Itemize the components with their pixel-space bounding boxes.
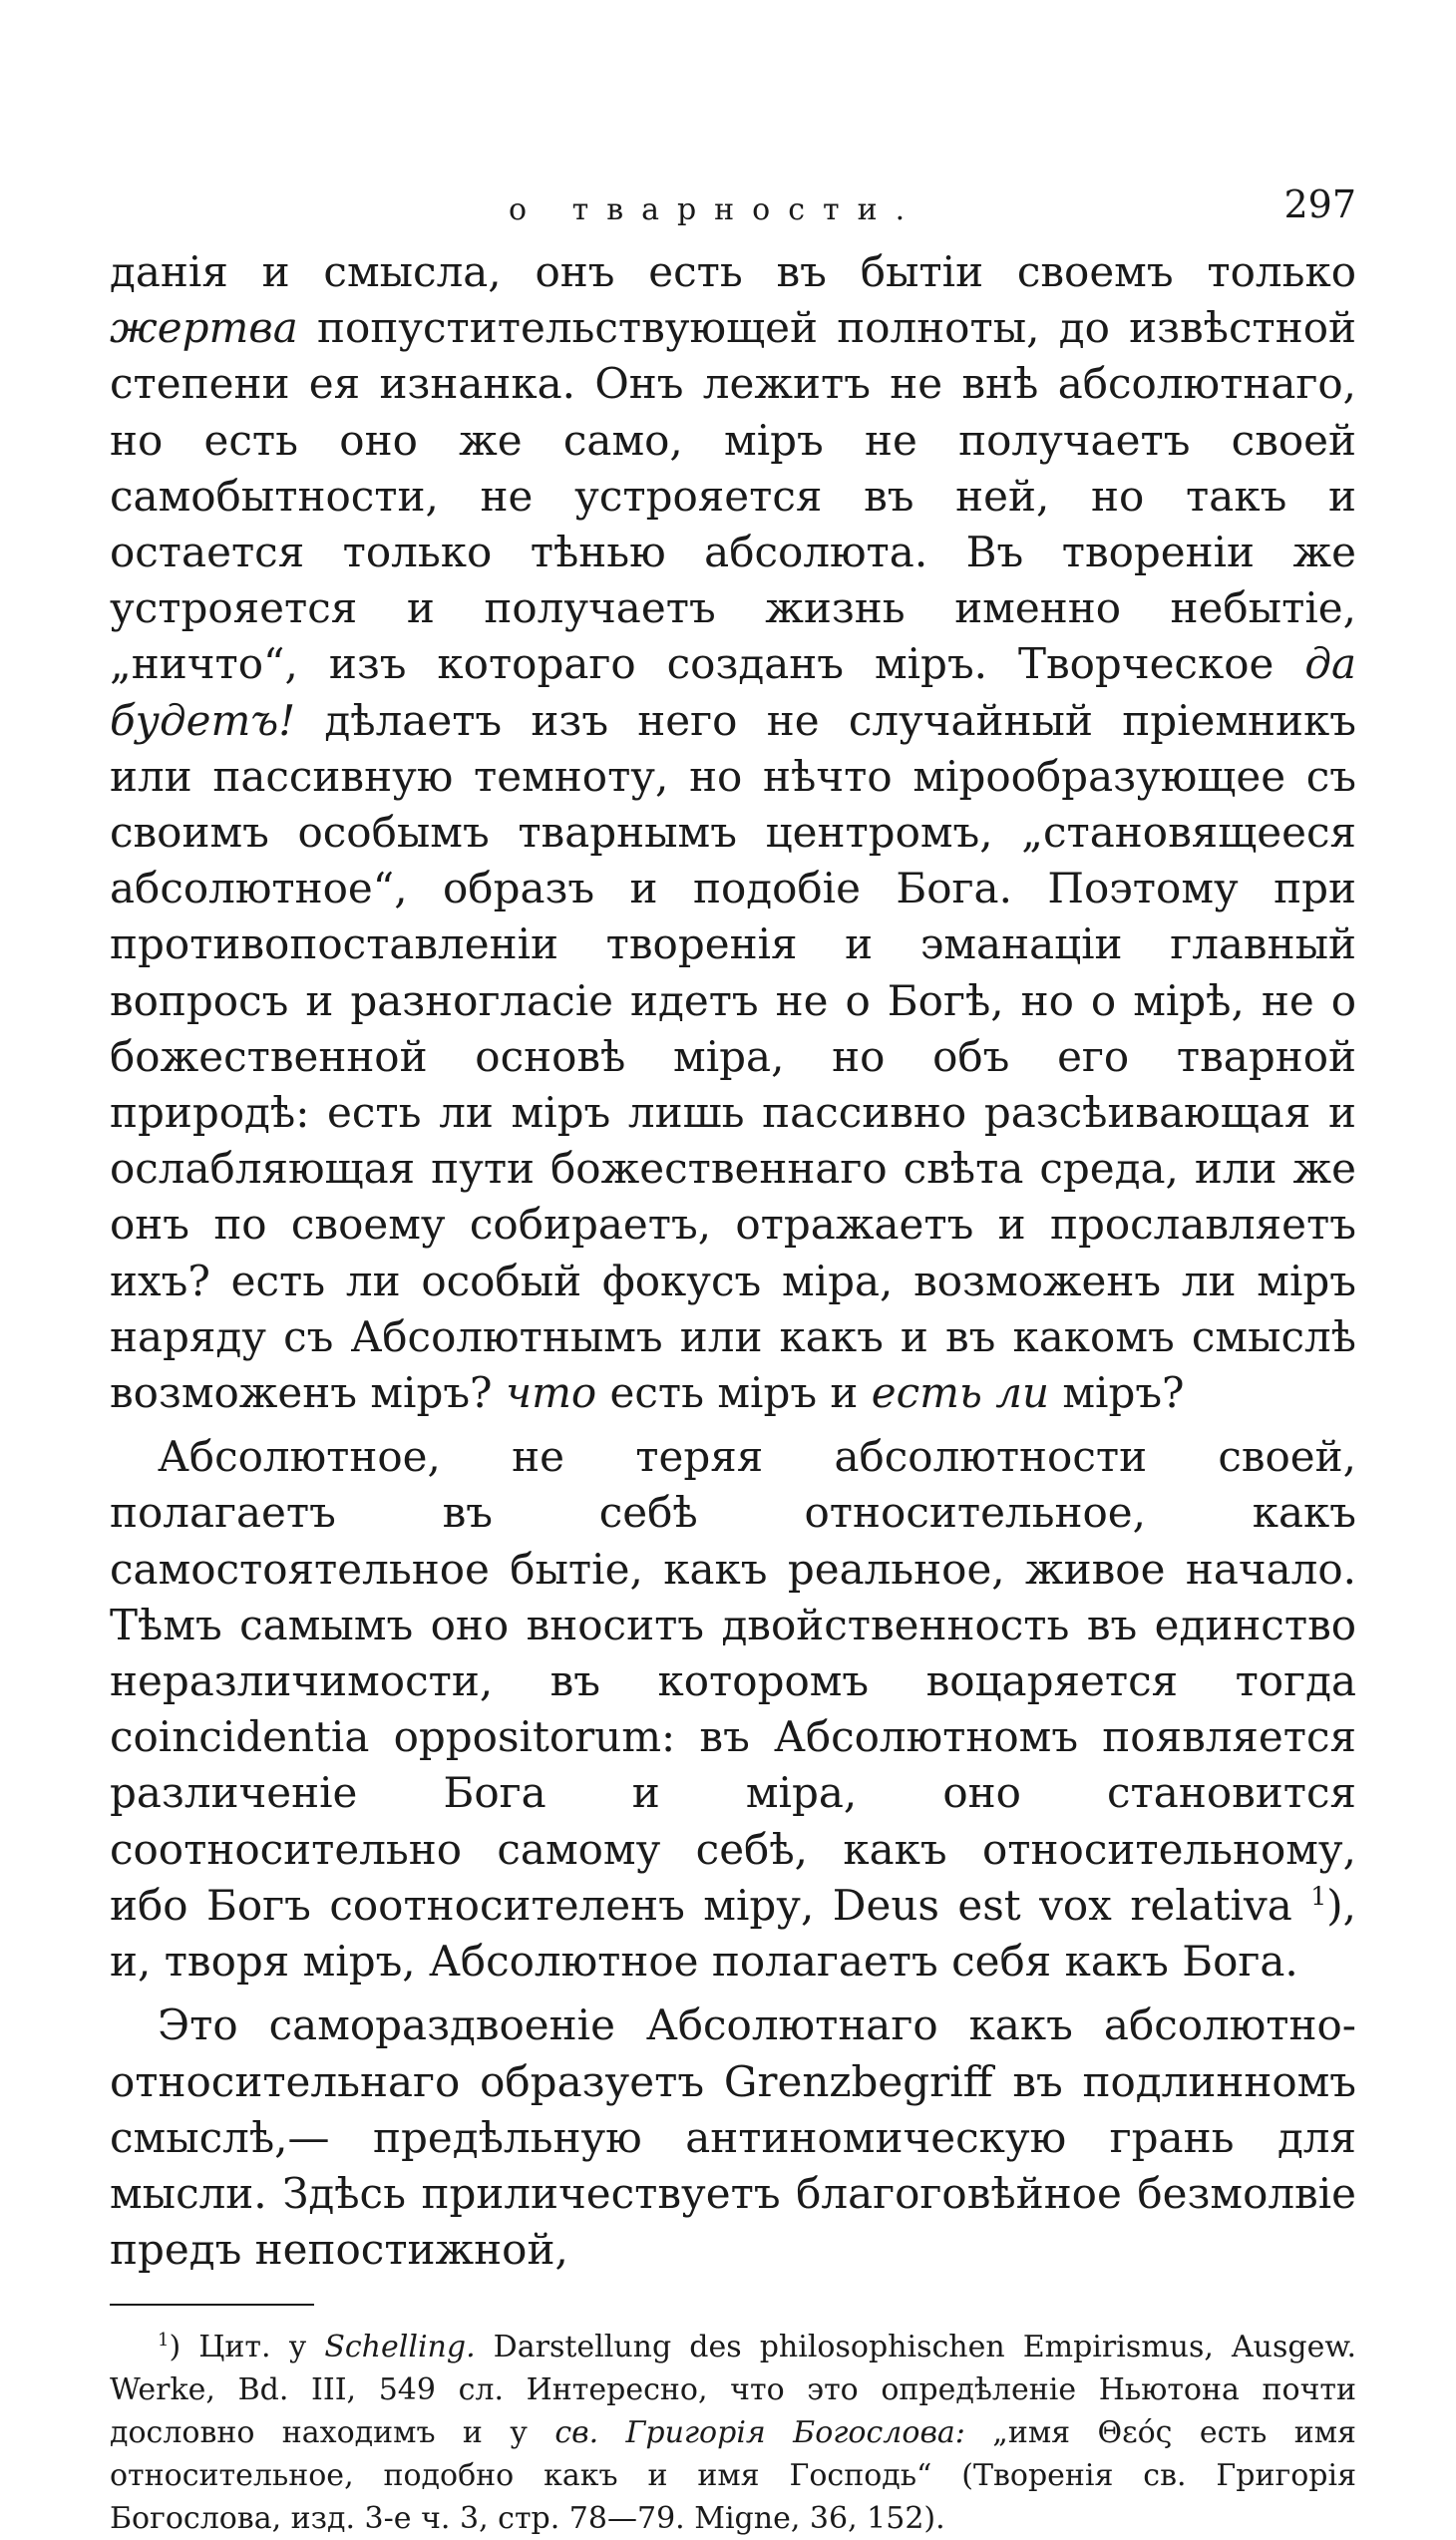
text-run: Darstellung des philosophischen Empirismus, Ausgew. Werke, Bd. III, 549 сл. Интересно, что это опредѣленіе Ньютона почти дословно находимъ и у: [110, 2330, 1356, 2451]
text-run: есть міръ и: [596, 1368, 872, 1418]
footnote-divider: [110, 2304, 314, 2306]
italic-term: есть ли: [871, 1368, 1049, 1418]
italic-term: Schelling.: [324, 2330, 476, 2365]
footnote-reference: 1: [1310, 1881, 1327, 1911]
footnote-marker: 1: [158, 2330, 170, 2352]
paragraph-3: Это самораздвоеніе Абсолютнаго какъ абсолютно-относительнаго образуетъ Grenzbegriff въ подлинномъ смыслѣ,— предѣльную антиномическую грань для мысли. Здѣсь приличествуетъ благоговѣйное безмолвіе предъ непостижной,: [110, 2000, 1356, 2275]
text-run: попустительствующей полноты, до извѣстной степени ея изнанка. Онъ лежитъ не внѣ абсолютнаго, но есть оно же само, міръ не получаетъ своей самобытности, не устрояется въ ней, но такъ и остается только тѣнью абсолюта. Въ твореніи же устрояется и получаетъ жизнь именно небытіе, „ничто“, изъ котораго созданъ міръ. Творческое: [110, 303, 1356, 689]
footnote-text: [110, 2326, 1356, 2540]
running-head: [110, 175, 1356, 244]
text-run: дѣлаетъ изъ него не случайный пріемникъ или пассивную темноту, но нѣчто мірообразующее съ своимъ особымъ тварнымъ центромъ, „становящееся абсолютное“, образъ и подобіе Бога. Поэтому при противопоставленіи творенія и эманаціи главный вопросъ и разногласіе идетъ не о Богѣ, но о мірѣ, не о божественной основѣ міра, но объ его тварной природѣ: есть ли міръ лишь пассивно разсѣивающая и ослабляющая пути божественнаго свѣта среда, или же онъ по своему собираетъ, отражаетъ и прославляетъ ихъ? есть ли особый фокусъ міра, возможенъ ли міръ наряду съ Абсолютнымъ или какъ и въ какомъ смыслѣ возможенъ міръ?: [110, 695, 1356, 1418]
italic-term: жертва: [110, 303, 298, 353]
page-number: 297: [1283, 182, 1356, 226]
text-run: ), и, творя міръ, Абсолютное полагаетъ себя какъ Бога.: [110, 1880, 1356, 1987]
text-run: ) Цит. у: [169, 2330, 325, 2365]
text-run: данія и смысла, онъ есть въ бытіи своемъ только: [110, 247, 1356, 296]
footnote: [110, 2326, 1356, 2540]
text-run: Абсолютное, не теряя абсолютности своей, полагаетъ въ себѣ относительное, какъ самостоятельное бытіе, какъ реальное, живое начало. Тѣмъ самымъ оно вноситъ двойственность въ единство неразличимости, въ которомъ воцаряется тогда coincidentia oppositorum: въ Абсолютномъ появляется различеніе Бога и міра, оно становится соотносительно самому себѣ, какъ относительному, ибо Богъ соотносителенъ міру, Deus est vox relativa: [110, 1432, 1356, 1930]
text-run: міръ?: [1049, 1368, 1185, 1418]
paragraph-1: [110, 244, 1356, 1421]
running-title: о тварности.: [509, 192, 923, 227]
italic-term: св. Григорія Богослова:: [554, 2415, 965, 2451]
italic-term: да будетъ!: [110, 639, 1356, 745]
body-text: [110, 244, 1356, 2278]
text-run: „имя Θεός есть имя относительное, подобно какъ и имя Господь“ (Творенія св. Григорія Богослова, изд. 3-е ч. 3, стр. 78—79. Migne, 36, 152).: [110, 2415, 1356, 2537]
italic-term: что: [505, 1368, 597, 1418]
paragraph-2: [110, 1429, 1356, 1990]
book-page: [110, 175, 1356, 2540]
